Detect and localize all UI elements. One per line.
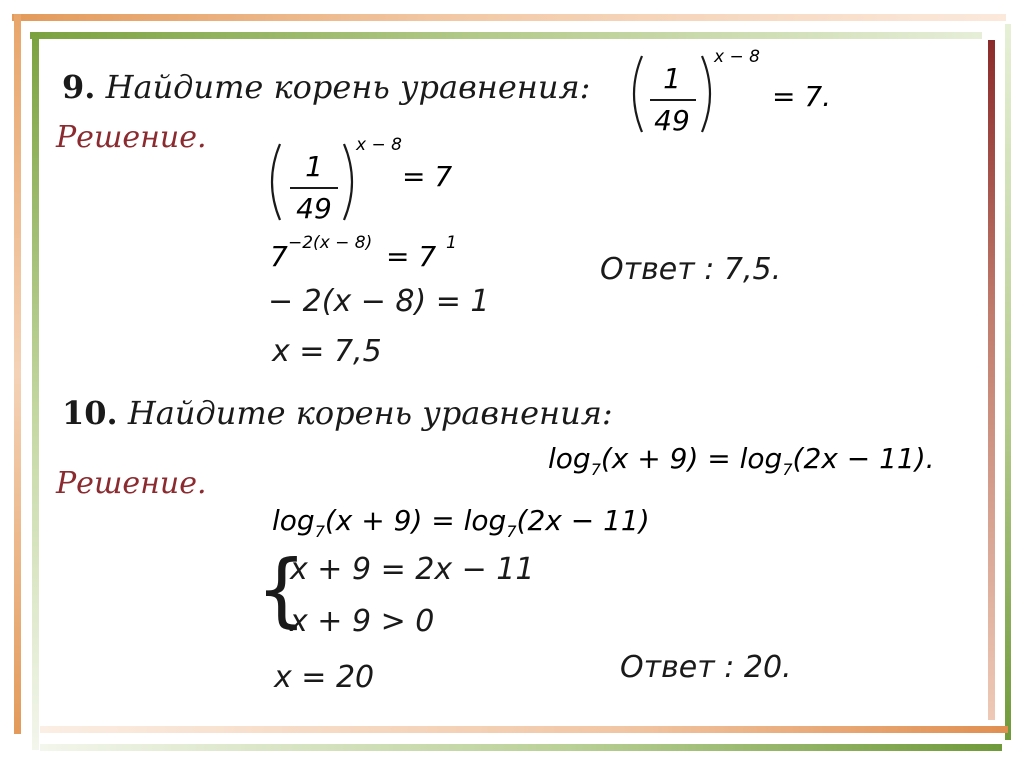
task9-step1: [258, 130, 478, 230]
step2-exponent: −2(x − 8): [288, 233, 373, 253]
paren-left: [634, 56, 642, 132]
step2-base: 7: [270, 240, 288, 273]
task9-eq-exponent: x − 8: [714, 47, 760, 67]
step2-rhs-base: = 7: [386, 240, 437, 273]
step1-log-lhs: log: [272, 504, 315, 537]
system-brace: {: [256, 543, 307, 636]
step1-arg-rhs: (2x − 11): [516, 504, 650, 537]
task10-solution-label: Решение.: [56, 466, 207, 501]
decor-bar-left-orange: [14, 14, 21, 734]
task10-step1: [272, 494, 692, 544]
task9-answer: Ответ : 7,5.: [600, 252, 782, 287]
step1-sub-lhs: 7: [314, 522, 325, 541]
task9-eq-numerator: 1: [663, 62, 681, 95]
task9-heading: [62, 68, 590, 106]
task9-step4: x = 7,5: [272, 334, 382, 369]
eq-sub-lhs: 7: [590, 460, 601, 479]
eq-arg-lhs: (x + 9) = log: [600, 442, 783, 475]
task9-number: 9.: [62, 68, 96, 106]
eq-sub-rhs: 7: [782, 460, 793, 479]
task9-equation: [620, 42, 840, 142]
eq-arg-rhs: (2x − 11).: [792, 442, 935, 475]
task10-heading: [62, 394, 613, 432]
step1-denominator: 49: [296, 192, 332, 225]
decor-bar-right-green: [1005, 24, 1011, 740]
decor-bar-right-red: [988, 40, 995, 720]
task9-solution-label: Решение.: [56, 120, 207, 155]
paren-right: [702, 56, 710, 132]
task9-eq-rhs: = 7.: [772, 80, 832, 113]
task10-system-line1: x + 9 = 2x − 11: [290, 552, 535, 587]
step1-numerator: 1: [305, 150, 323, 183]
step1-arg-lhs: (x + 9) = log: [324, 504, 507, 537]
decor-bar-bottom-orange: [40, 726, 1008, 733]
task9-prompt: Найдите корень уравнения:: [105, 68, 591, 106]
task10-step1-text: [272, 504, 650, 541]
task10-equation: [548, 432, 968, 482]
eq-log-lhs: log: [548, 442, 591, 475]
task9-eq-denominator: 49: [654, 104, 690, 137]
task10-result: x = 20: [274, 660, 375, 695]
decor-bar-left-green: [32, 32, 39, 750]
step1-sub-rhs: 7: [506, 522, 517, 541]
step1-rhs: = 7: [402, 160, 453, 193]
task10-eq-text: [548, 442, 935, 479]
step2-rhs-exponent: 1: [446, 233, 457, 253]
task9-step2: [266, 228, 506, 278]
paren-left: [272, 144, 280, 220]
task10-number: 10.: [62, 394, 118, 432]
task10-system-line2: x + 9 > 0: [290, 604, 435, 639]
task10-prompt: Найдите корень уравнения:: [127, 394, 613, 432]
decor-bar-top-green: [30, 32, 982, 39]
paren-right: [344, 144, 352, 220]
task9-step3: − 2(x − 8) = 1: [268, 284, 490, 319]
decor-bar-top-orange: [12, 14, 1006, 21]
task10-answer: Ответ : 20.: [620, 650, 792, 685]
decor-bar-bottom-green: [40, 744, 1002, 751]
step1-exponent: x − 8: [356, 135, 402, 155]
